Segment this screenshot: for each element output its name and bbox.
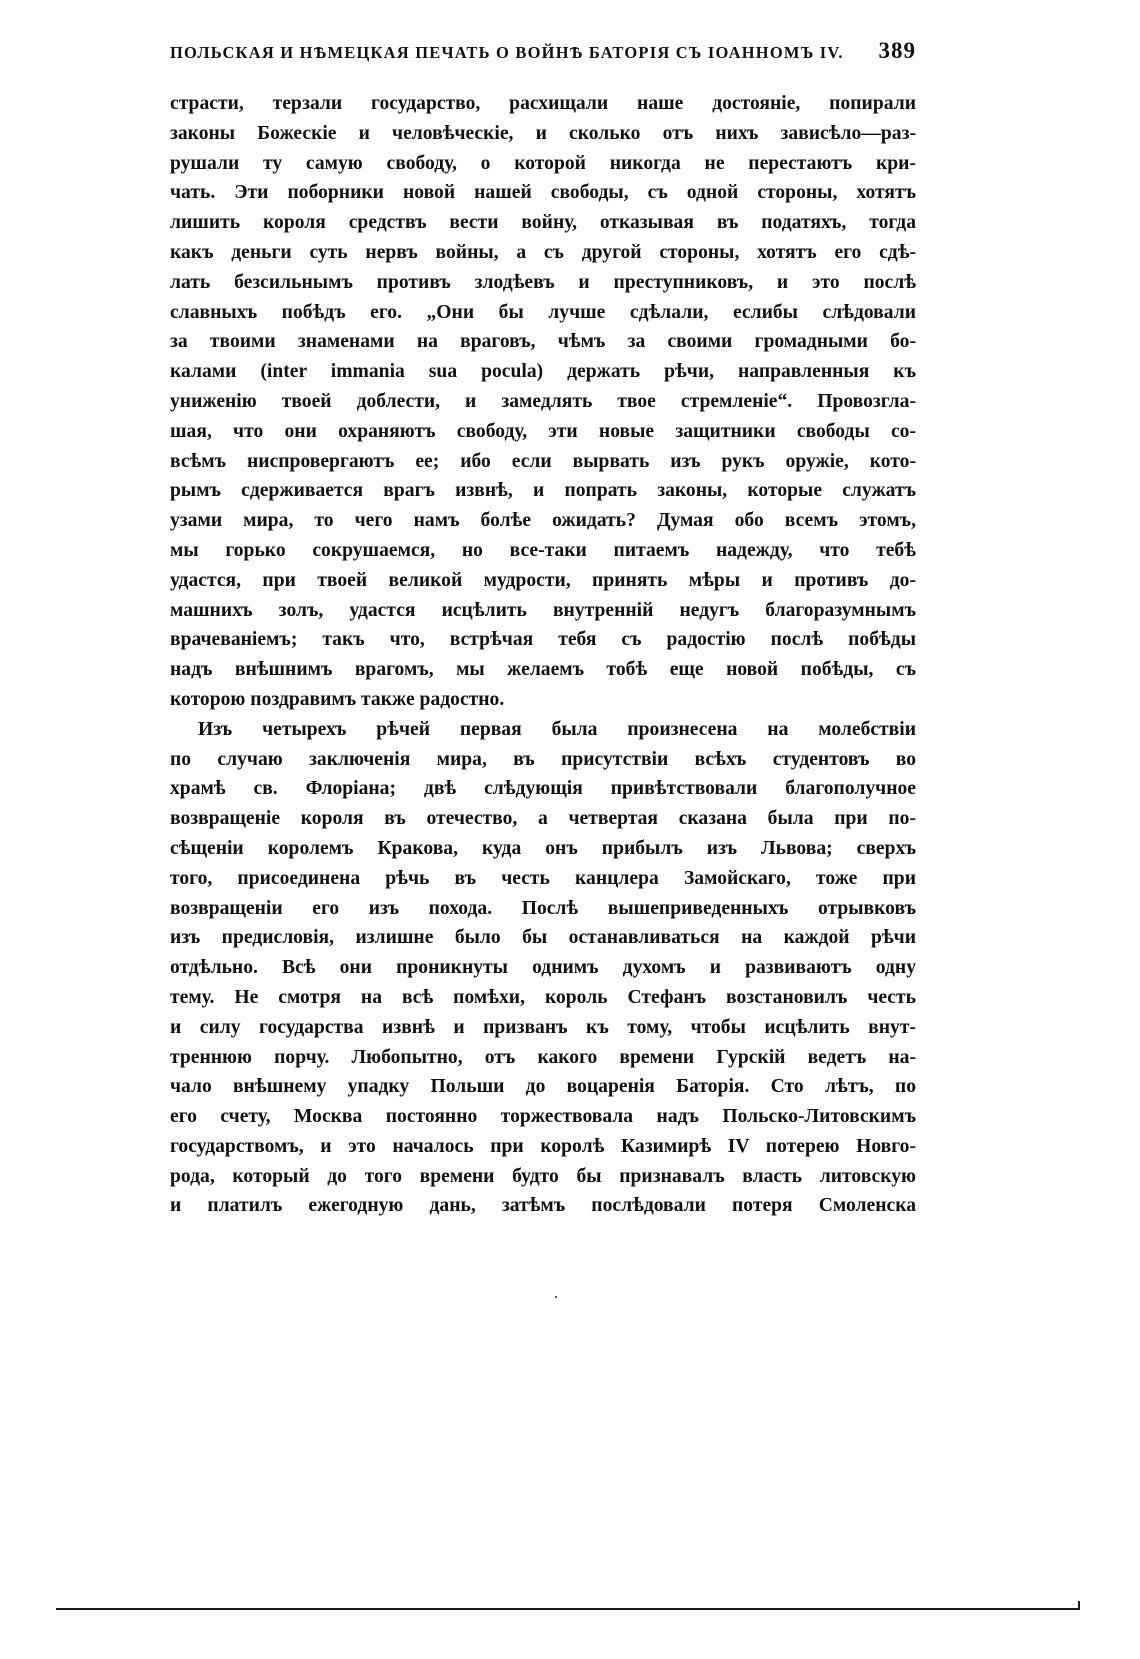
text-line: калами (inter immania sua pocula) держать рѣчи, направленныя къ (170, 361, 916, 383)
text-line: узами мира, то чего намъ болѣе ожидать? Думая обо всемъ этомъ, (170, 510, 916, 532)
text-line: врачеваніемъ; такъ что, встрѣчая тебя съ радостію послѣ побѣды (170, 629, 916, 651)
text-line: тему. Не смотря на всѣ помѣхи, король Стефанъ возстановилъ честь (170, 986, 916, 1008)
text-line: того, присоединена рѣчь въ честь канцлера Замойскаго, тоже при (170, 867, 916, 889)
text-line: сѣщеніи королемъ Кракова, куда онъ прибылъ изъ Львова; сверхъ (170, 837, 916, 859)
scan-speck (555, 1296, 557, 1298)
text-line: шая, что они охраняютъ свободу, эти новые защитники свободы со- (170, 420, 916, 442)
text-line: всѣмъ ниспровергаютъ ее; ибо если вырвать изъ рукъ оружіе, кото- (170, 450, 916, 472)
text-line: надъ внѣшнимъ врагомъ, мы желаемъ тобѣ еще новой побѣды, съ (170, 659, 916, 681)
text-line: треннюю порчу. Любопытно, отъ какого времени Гурскій ведетъ на- (170, 1046, 916, 1068)
text-line: униженію твоей доблести, и замедлять твое стремленіе“. Провозгла- (170, 390, 916, 412)
text-line: чать. Эти поборники новой нашей свободы, съ одной стороны, хотятъ (170, 182, 916, 204)
text-line: мы горько сокрушаемся, но все-таки питаемъ надежду, что тебѣ (170, 539, 916, 561)
text-line: изъ предисловія, излишне было бы останавливаться на каждой рѣчи (170, 927, 916, 949)
text-line: удастся, при твоей великой мудрости, принять мѣры и противъ до- (170, 569, 916, 591)
text-line: за твоими знаменами на враговъ, чѣмъ за своими громадными бо- (170, 331, 916, 353)
text-line: и платилъ ежегодную дань, затѣмъ послѣдовали потеря Смоленска (170, 1195, 916, 1217)
text-line: по случаю заключенія мира, въ присутствіи всѣхъ студентовъ во (170, 748, 916, 770)
text-line: его счету, Москва постоянно торжествовала надъ Польско-Литовскимъ (170, 1106, 916, 1128)
text-line: лать безсильнымъ противъ злодѣевъ и преступниковъ, и это послѣ (170, 271, 916, 293)
text-line: государствомъ, и это началось при королѣ Казимирѣ IV потерею Новго- (170, 1135, 916, 1157)
text-line: славныхъ побѣдъ его. „Они бы лучше сдѣлали, еслибы слѣдовали (170, 301, 916, 323)
text-line: и силу государства извнѣ и призванъ къ тому, чтобы исцѣлить внут- (170, 1016, 916, 1038)
text-line: Изъ четырехъ рѣчей первая была произнесена на молебствіи (198, 718, 916, 740)
text-line: храмѣ св. Флоріана; двѣ слѣдующія привѣтствовали благополучное (170, 778, 916, 800)
page-number: 389 (878, 38, 916, 63)
text-line: чало внѣшнему упадку Польши до воцаренія Баторія. Сто лѣтъ, по (170, 1076, 916, 1098)
bottom-rule (56, 1608, 1080, 1610)
text-line: страсти, терзали государство, расхищали наше достояніе, попирали (170, 93, 916, 114)
text-line: возвращеніе короля въ отечество, а четвертая сказана была при по- (170, 808, 916, 830)
text-line: которою поздравимъ также радостно. (170, 688, 505, 710)
paragraph-1 (170, 89, 916, 715)
body-text (170, 89, 916, 1221)
text-line: машнихъ золъ, удастся исцѣлить внутренній недугъ благоразумнымъ (170, 599, 916, 621)
text-line: рода, который до того времени будто бы признавалъ власть литовскую (170, 1165, 916, 1187)
text-line: возвращеніи его изъ похода. Послѣ вышеприведенныхъ отрывковъ (170, 897, 916, 919)
running-title: ПОЛЬСКАЯ И НѢМЕЦКАЯ ПЕЧАТЬ О ВОЙНѢ БАТОРІЯ СЪ ІОАННОМЪ IV. (170, 43, 844, 62)
text-line: рымъ сдерживается врагъ извнѣ, и попрать законы, которые служатъ (170, 480, 916, 502)
text-line: какъ деньги суть нервъ войны, а съ другой стороны, хотятъ его сдѣ- (170, 241, 916, 263)
text-line: лишить короля средствъ вести войну, отказывая въ податяхъ, тогда (170, 212, 916, 234)
bottom-rule-tick (1078, 1601, 1080, 1610)
text-line: рушали ту самую свободу, о которой никогда не перестаютъ кри- (170, 152, 916, 174)
text-line: законы Божескіе и человѣческіе, и сколько отъ нихъ зависѣло—раз- (170, 122, 916, 144)
paragraph-2 (170, 715, 916, 1222)
running-header (170, 38, 916, 64)
text-line: отдѣльно. Всѣ они проникнуты однимъ духомъ и развиваютъ одну (170, 957, 916, 979)
